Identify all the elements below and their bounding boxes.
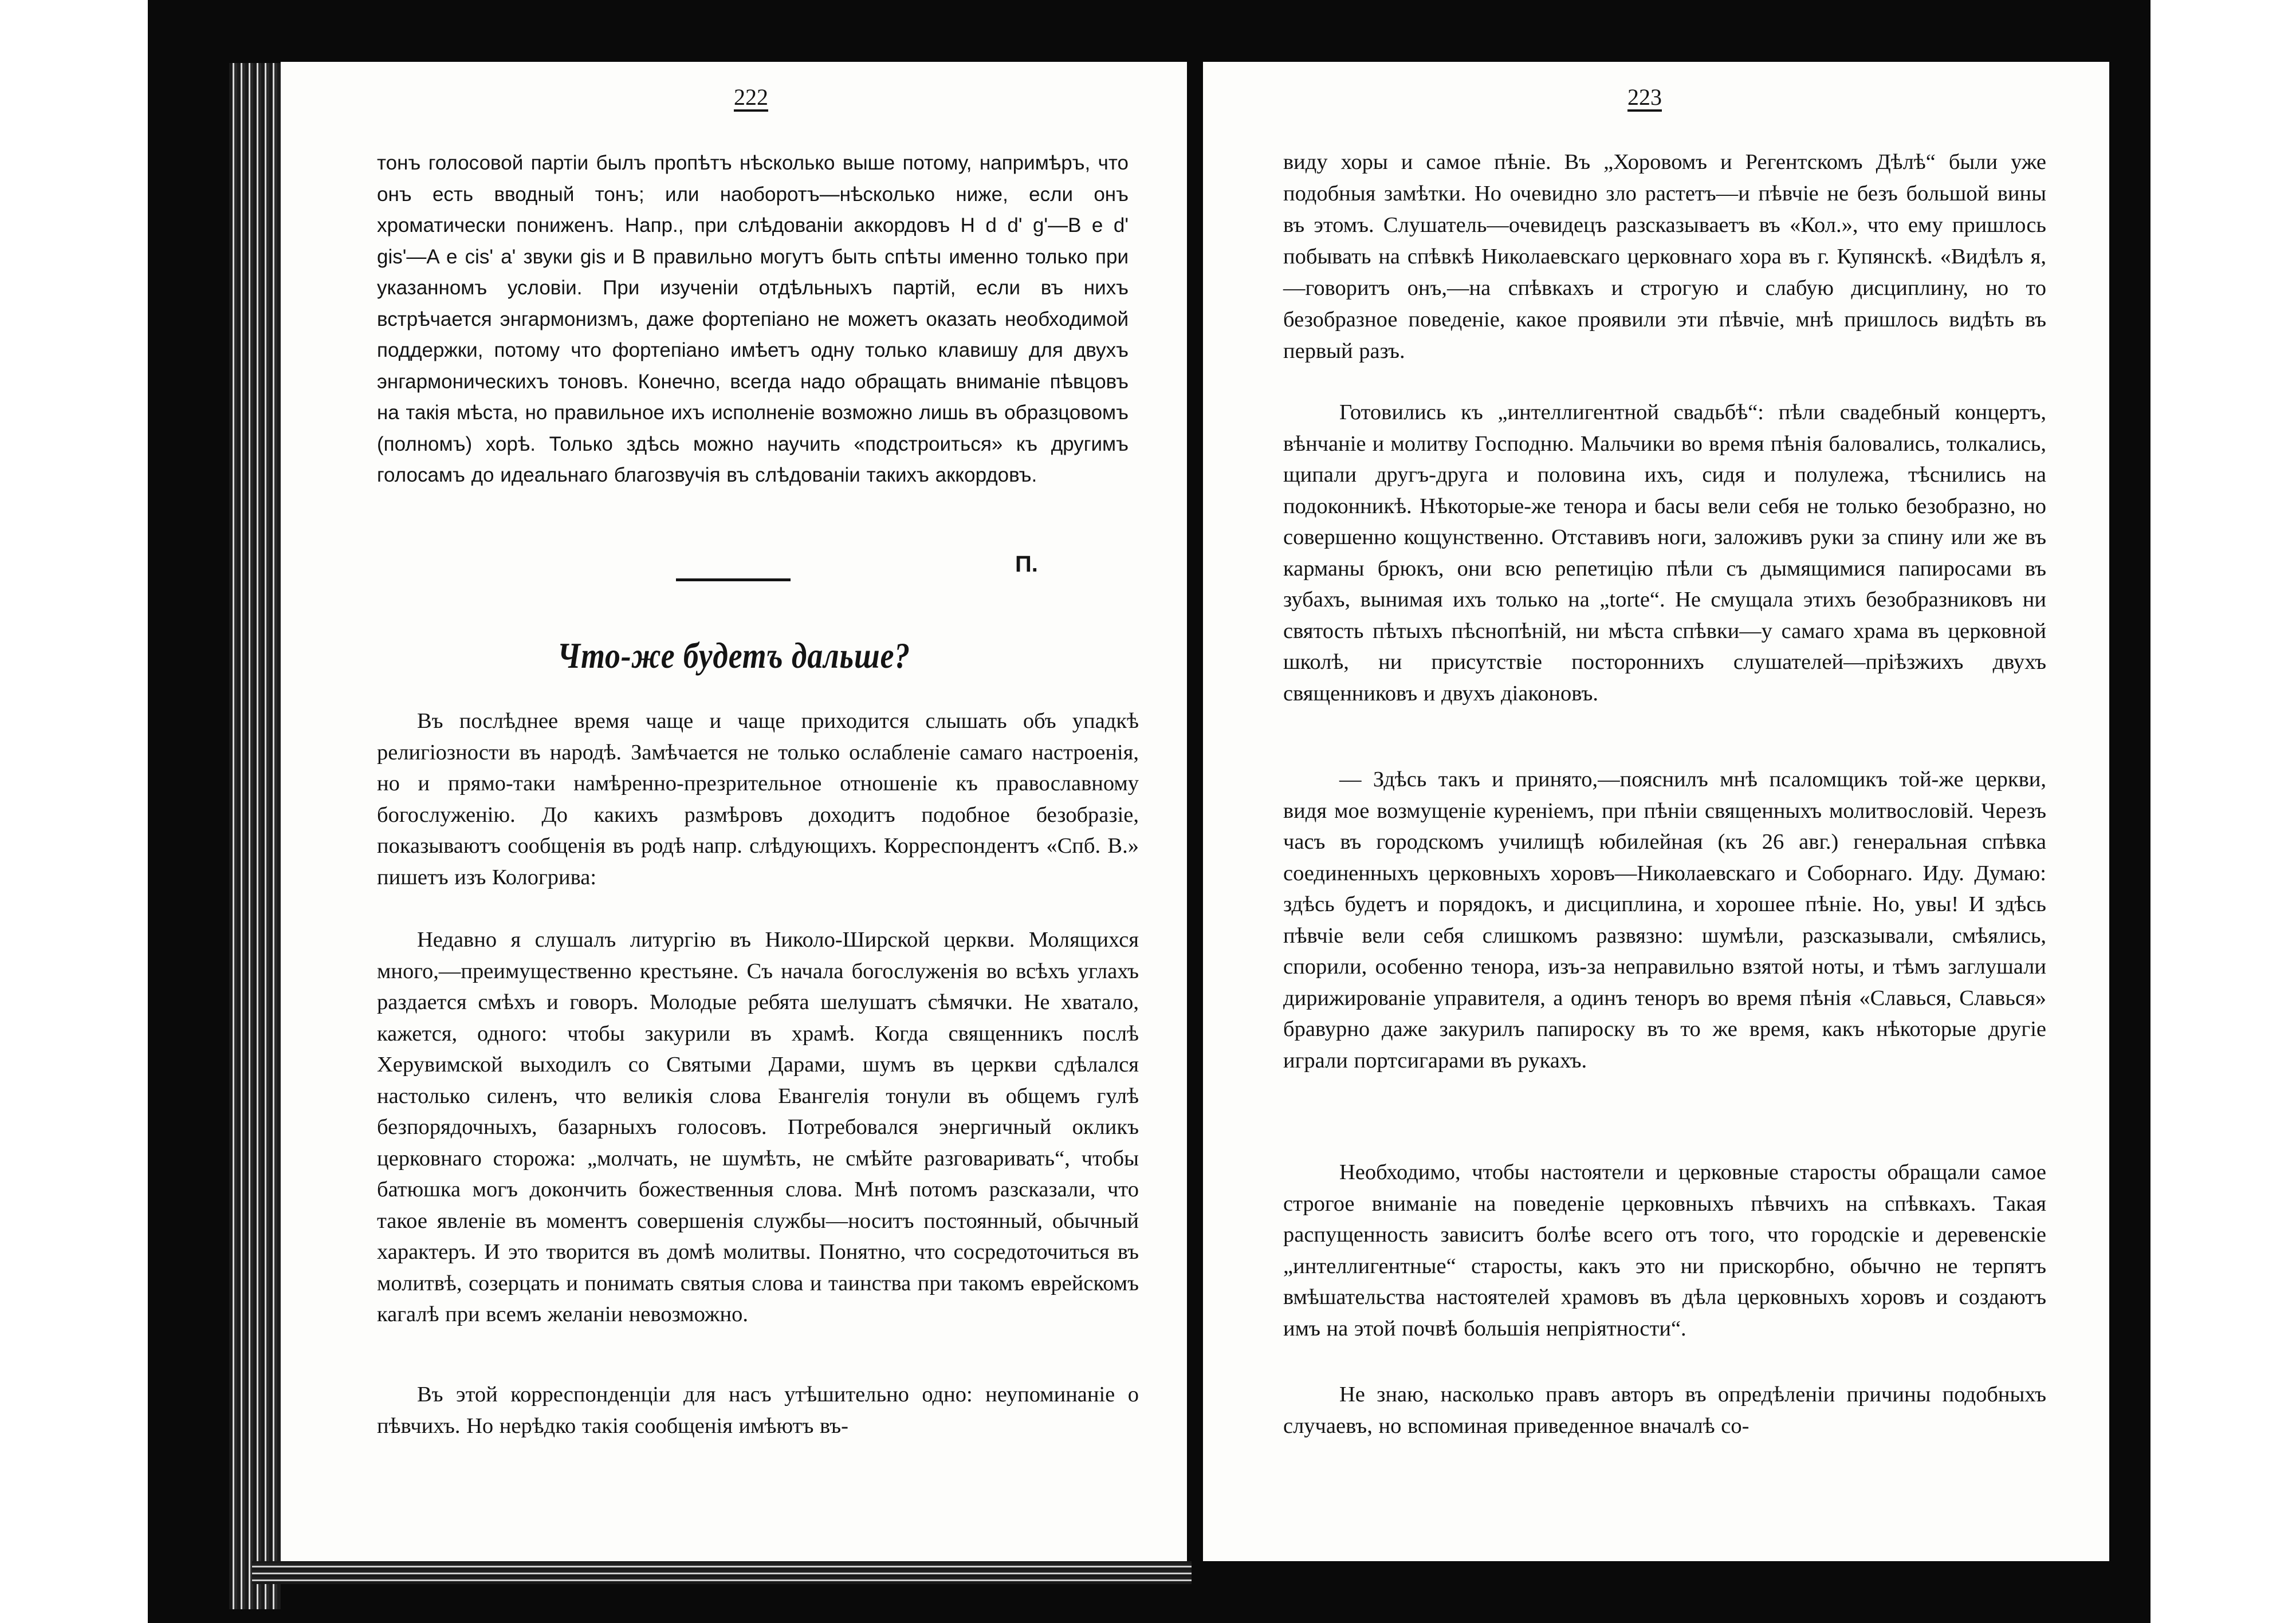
- left-paragraph-2: Недавно я слушалъ литургію въ Николо-Ширской церкви. Молящихся много,—преимущественно крестьяне. Съ начала богослуженія во всѣхъ углахъ раздается смѣхъ и говоръ. Молодые ребята шелушатъ сѣмячки. Не хватало, кажется, одного: чтобы закурили въ храмѣ. Когда священникъ послѣ Херувимской выходилъ со Святыми Дарами, шумъ въ церкви сдѣлался настолько силенъ, что великія слова Евангелія тонули въ общемъ гулѣ безпорядочныхъ, базарныхъ голосовъ. Потребовался энергичный окликъ церковнаго сторожа: „молчать, не шумѣть, не смѣйте разговаривать“, чтобы батюшка могъ докончить божественныя слова. Мнѣ потомъ разсказали, что такое явленіе въ моментъ совершенія службы—носитъ постоянный, обычный характеръ. И это творится въ домѣ молитвы. Понятно, что сосредоточиться въ молитвѣ, созерцать и понимать святыя слова и таинства при такомъ еврейскомъ кагалѣ при всемъ желаніи невозможно.: [377, 928, 1139, 1326]
- page-number-right: 223: [1627, 84, 1662, 110]
- left-page: [281, 62, 1187, 1561]
- book-page-edges: [229, 63, 281, 1609]
- right-paragraph-5: Не знаю, насколько правъ авторъ въ опредѣленіи причины подобныхъ случаевъ, но вспоминая приведенное вначалѣ со-: [1283, 1382, 2046, 1438]
- right-paragraph-1: виду хоры и самое пѣніе. Въ „Хоровомъ и Регентскомъ Дѣлѣ“ были уже подобныя замѣтки. Но очевидно зло растетъ—и пѣвчіе не безъ большой вины въ этомъ. Слушатель—очевидецъ разсказываетъ въ «Кол.», что ему пришлось побывать на спѣвкѣ Николаевскаго церковнаго хора въ г. Купянскѣ. «Видѣлъ я,—говоритъ онъ,—на спѣвкахъ и строгую и слабую дисциплину, но то безобразное поведеніе, какое проявили эти пѣвчіе, мнѣ пришлось видѣть въ первый разъ.: [1283, 150, 2046, 363]
- right-paragraph-4: Необходимо, чтобы настоятели и церковные старосты обращали самое строгое вниманіе на поведеніе церковныхъ пѣвчихъ на спѣвкахъ. Такая распущенность зависитъ болѣе всего отъ того, что городскіе и деревенскіе „интеллигентные“ старосты, какъ это ни прискорбно, обычно не терпятъ вмѣшательства настоятелей храмовъ въ дѣла церковныхъ хоровъ и создаютъ имъ на этой почвѣ большія непріятности“.: [1283, 1160, 2046, 1341]
- author-signature: П.: [1015, 551, 1038, 577]
- right-paragraph-3: — Здѣсь такъ и принято,—пояснилъ мнѣ псаломщикъ той-же церкви, видя мое возмущеніе куреніемъ, при пѣніи священныхъ молитвословій. Черезъ часъ въ городскомъ училищѣ юбилейная (къ 26 авг.) генеральная спѣвка соединенныхъ церковныхъ хоровъ—Николаевскаго и Соборнаго. Иду. Думаю: здѣсь будетъ и порядокъ, и дисциплина, и хорошее пѣніе. Но, увы! И здѣсь пѣвчіе вели себя слишкомъ развязно: шумѣли, разсказывали, смѣялись, спорили, особенно тенора, изъ-за неправильно взятой ноты, и тѣмъ заглушали дирижированіе управителя, а одинъ теноръ во время пѣнія «Славься, Славься» бравурно даже закурилъ папироску въ то же время, какъ нѣкоторые другіе играли портсигарами въ рукахъ.: [1283, 767, 2046, 1073]
- left-paragraph-1: Въ послѣднее время чаще и чаще приходится слышать объ упадкѣ религіозности въ народѣ. Замѣчается не только ослабленіе самаго настроенія, но и прямо-таки намѣренно-презрительное отношеніе къ православному богослуженію. До какихъ размѣровъ доходитъ подобное безобразіе, показываютъ сообщенія въ родѣ напр. слѣдующихъ. Корреспондентъ «Спб. В.» пишетъ изъ Кологрива:: [377, 709, 1139, 889]
- book-bottom-edges: [252, 1561, 1192, 1584]
- article-title: Что-же будетъ дальше?: [557, 635, 910, 676]
- right-paragraph-2: Готовились къ „интеллигентной свадьбѣ“: пѣли свадебный концертъ, вѣнчаніе и молитву Господню. Мальчики во время пѣнія баловались, толкались, щипали другъ-друга и половина ихъ, сидя и полулежа, тѣснились на подоконникѣ. Нѣкоторые-же тенора и басы вели себя не только безобразно, но совершенно кощунственно. Отставивъ ноги, заложивъ руки за спину или же въ карманы брюкъ, они всю репетицію пѣли съ дымящимися папиросами въ зубахъ, вынимая ихъ только на „torte“. Не смущала этихъ безобразниковъ ни святость пѣтыхъ пѣснопѣній, ни мѣста спѣвки—у самаго храма въ церковной школѣ, ни присутствіе постороннихъ слушателей—пріѣзжихъ двухъ священниковъ и двухъ діаконовъ.: [1283, 400, 2046, 706]
- left-top-paragraph: тонъ голосовой партіи былъ пропѣтъ нѣсколько выше потому, напримѣръ, что онъ есть вводный тонъ; или наоборотъ—нѣсколько ниже, если онъ хроматически пониженъ. Напр., при слѣдованіи аккордовъ H d d' g'—B e d' gis'—A e cis' a' звуки gis и B правильно могутъ быть спѣты именно только при указанномъ условіи. При изученіи отдѣльныхъ партій, если въ нихъ встрѣчается энгармонизмъ, даже фортепіано не можетъ оказать необходимой поддержки, потому что фортепіано имѣетъ одну только клавишу для двухъ энгармоническихъ тоновъ. Конечно, всегда надо обращать вниманіе пѣвцовъ на такія мѣста, но правильное ихъ исполненіе возможно лишь въ образцовомъ (полномъ) хорѣ. Только здѣсь можно научить «подстроиться» къ другимъ голосамъ до идеальнаго благозвучія въ слѣдованіи такихъ аккордовъ.: [377, 152, 1129, 486]
- left-paragraph-3: Въ этой корреспонденціи для насъ утѣшительно одно: неупоминаніе о пѣвчихъ. Но нерѣдко такія сообщенія имѣютъ въ-: [377, 1382, 1139, 1438]
- section-divider: [676, 578, 791, 581]
- right-page: [1203, 62, 2109, 1561]
- page-number-left: 222: [734, 84, 768, 110]
